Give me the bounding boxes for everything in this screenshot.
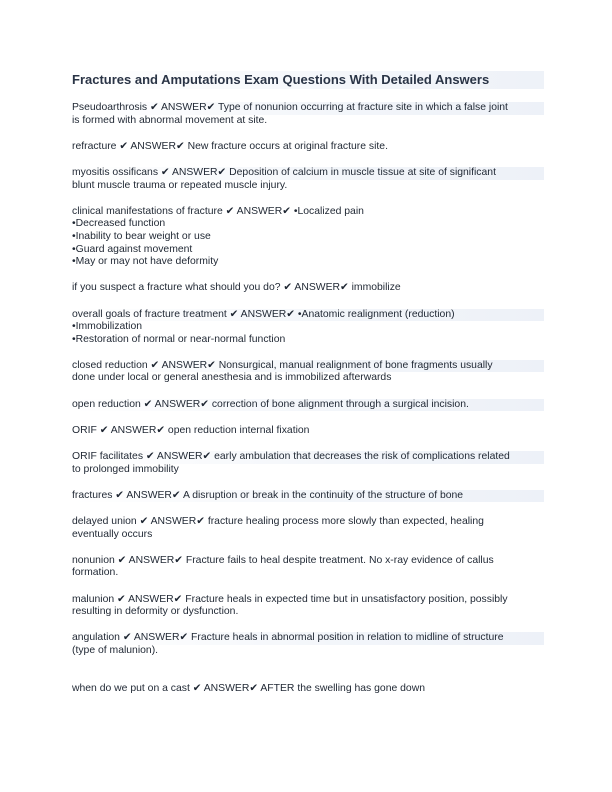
qa-line: if you suspect a fracture what should you do? ✔ ANSWER✔ immobilize xyxy=(72,282,401,294)
qa-line: •Immobilization xyxy=(72,321,143,333)
qa-line: when do we put on a cast ✔ ANSWER✔ AFTER the swelling has gone down xyxy=(72,682,425,694)
qa-line: clinical manifestations of fracture ✔ ANSWER✔ •Localized pain xyxy=(72,205,364,217)
qa-line: blunt muscle trauma or repeated muscle injury. xyxy=(72,179,288,191)
qa-line: is formed with abnormal movement at site. xyxy=(72,114,268,126)
qa-line: •Restoration of normal or near-normal function xyxy=(72,333,286,345)
qa-entry-treatment-goals xyxy=(72,309,544,347)
qa-line: delayed union ✔ ANSWER✔ fracture healing process more slowly than expected, healing xyxy=(72,516,484,527)
qa-line: (type of malunion). xyxy=(72,644,159,656)
qa-entry-angulation xyxy=(72,632,544,657)
qa-line: malunion ✔ ANSWER✔ Fracture heals in expected time but in unsatisfactory position, possibly xyxy=(72,593,508,605)
qa-line: to prolonged immobility xyxy=(72,463,179,475)
qa-line: formation. xyxy=(72,567,119,579)
qa-line: •Guard against movement xyxy=(72,243,193,255)
qa-entry-clinical-manifestations xyxy=(72,206,544,269)
qa-line: ORIF facilitates ✔ ANSWER✔ early ambulation that decreases the risk of complications related xyxy=(72,451,544,464)
qa-line: fractures ✔ ANSWER✔ A disruption or break in the continuity of the structure of bone xyxy=(72,490,544,503)
qa-entry-orif xyxy=(72,425,544,438)
qa-entry-refracture xyxy=(72,141,544,154)
document-page xyxy=(72,71,544,709)
qa-line: eventually occurs xyxy=(72,528,153,540)
qa-line: •Inability to bear weight or use xyxy=(72,230,211,242)
qa-entry-fractures xyxy=(72,490,544,503)
qa-line: refracture ✔ ANSWER✔ New fracture occurs at original fracture site. xyxy=(72,140,388,152)
qa-line: •Decreased function xyxy=(72,218,166,230)
qa-entry-orif-facilitates xyxy=(72,451,544,476)
qa-line: closed reduction ✔ ANSWER✔ Nonsurgical, manual realignment of bone fragments usually xyxy=(72,360,544,373)
qa-line: Pseudoarthrosis ✔ ANSWER✔ Type of nonunion occurring at fracture site in which a false joint xyxy=(72,102,544,115)
qa-entry-malunion xyxy=(72,594,544,619)
qa-entry-nonunion xyxy=(72,555,544,580)
qa-line: done under local or general anesthesia and is immobilized afterwards xyxy=(72,372,392,384)
qa-line: resulting in deformity or dysfunction. xyxy=(72,606,239,618)
qa-line: overall goals of fracture treatment ✔ ANSWER✔ •Anatomic realignment (reduction) xyxy=(72,309,544,322)
qa-entry-delayed-union xyxy=(72,516,544,541)
qa-entry-pseudoarthrosis xyxy=(72,102,544,127)
qa-line: nonunion ✔ ANSWER✔ Fracture fails to heal despite treatment. No x-ray evidence of callus xyxy=(72,554,494,566)
qa-line: open reduction ✔ ANSWER✔ correction of bone alignment through a surgical incision. xyxy=(72,399,544,412)
qa-entry-suspect-fracture xyxy=(72,282,544,295)
qa-entry-closed-reduction xyxy=(72,360,544,385)
qa-entry-myositis-ossificans xyxy=(72,167,544,192)
qa-line: ORIF ✔ ANSWER✔ open reduction internal fixation xyxy=(72,424,310,436)
document-title: Fractures and Amputations Exam Questions With Detailed Answers xyxy=(72,71,544,89)
qa-line: •May or may not have deformity xyxy=(72,256,219,268)
qa-entry-open-reduction xyxy=(72,399,544,412)
qa-line: myositis ossificans ✔ ANSWER✔ Deposition of calcium in muscle tissue at site of significant xyxy=(72,167,544,180)
qa-entry-cast-timing xyxy=(72,683,544,696)
qa-line: angulation ✔ ANSWER✔ Fracture heals in abnormal position in relation to midline of structure xyxy=(72,632,544,645)
